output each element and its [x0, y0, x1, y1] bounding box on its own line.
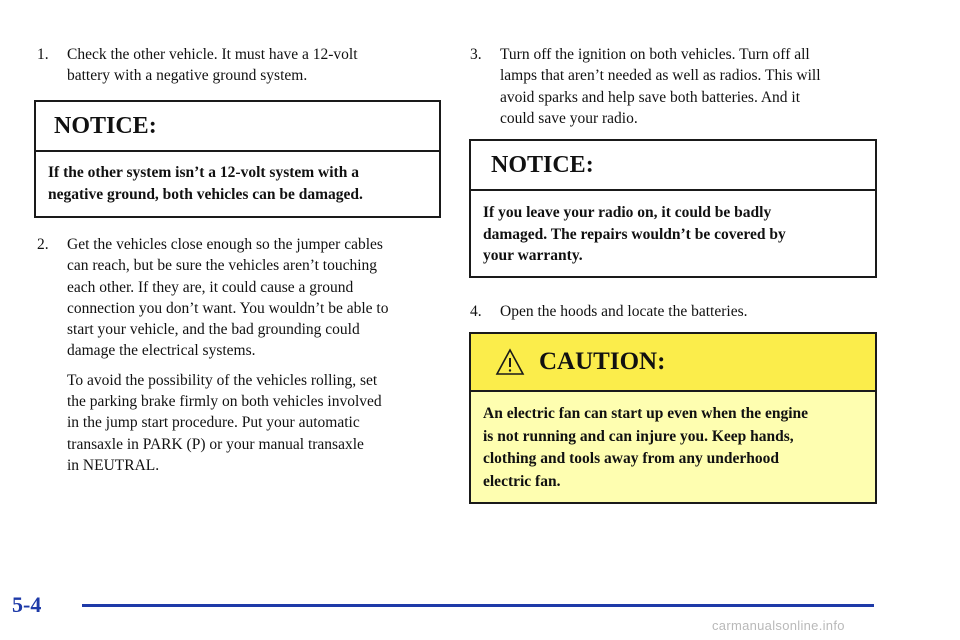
- step-text-line: Open the hoods and locate the batteries.: [500, 303, 748, 320]
- step-text-line: start your vehicle, and the bad grounding could: [67, 321, 360, 339]
- watermark[interactable]: carmanualsonline.info: [712, 618, 845, 633]
- step-text-line: Get the vehicles close enough so the jumper cables: [67, 236, 383, 253]
- step-text-line: could save your radio.: [500, 109, 638, 127]
- caution-body: [471, 392, 875, 493]
- notice-line: If the other system isn’t a 12-volt system with a: [48, 164, 359, 181]
- notice-body: [471, 191, 875, 267]
- step-number: 3.: [470, 46, 482, 63]
- step-number: 4.: [470, 303, 482, 320]
- notice-line: damaged. The repairs wouldn’t be covered by: [483, 225, 786, 243]
- step-text-line: connection you don’t want. You wouldn’t be able to: [67, 299, 389, 317]
- step-text-line: damage the electrical systems.: [67, 342, 256, 360]
- caution-line: clothing and tools away from any underhood: [483, 450, 779, 467]
- caution-line: is not running and can injure you. Keep hands,: [483, 427, 794, 445]
- step-3: [470, 44, 880, 129]
- notice-title: [36, 102, 439, 152]
- notice-line: If you leave your radio on, it could be badly: [483, 204, 772, 221]
- paragraph-line: in the jump start procedure. Put your automatic: [67, 414, 360, 432]
- step-text-line: can reach, but be sure the vehicles aren’t touching: [67, 257, 378, 275]
- step-4: [470, 301, 880, 322]
- footer-rule: [82, 604, 874, 607]
- notice-line: your warranty.: [483, 247, 583, 264]
- step-number: 1.: [37, 46, 49, 63]
- caution-title: CAUTION:: [539, 348, 666, 375]
- paragraph-line: transaxle in PARK (P) or your manual transaxle: [67, 435, 364, 453]
- notice-box-1: [34, 100, 441, 218]
- warning-triangle-icon: [495, 348, 525, 376]
- notice-title-text: NOTICE:: [491, 151, 594, 178]
- notice-body: [36, 152, 439, 205]
- step-text-line: lamps that aren’t needed as well as radios. This will: [500, 67, 821, 85]
- notice-box-2: [469, 139, 877, 278]
- notice-line: negative ground, both vehicles can be damaged.: [48, 185, 363, 203]
- notice-title-text: NOTICE:: [54, 112, 157, 139]
- step-paragraph: [37, 370, 447, 476]
- step-number: 2.: [37, 236, 49, 253]
- step-text-line: battery with a negative ground system.: [67, 67, 308, 85]
- caution-box: [469, 332, 877, 504]
- caution-header: [471, 334, 875, 392]
- step-text-line: avoid sparks and help save both batteries. And it: [500, 88, 801, 106]
- step-text-line: each other. If they are, it could cause a ground: [67, 278, 354, 296]
- paragraph-line: the parking brake firmly on both vehicles involved: [67, 393, 382, 411]
- paragraph-line: To avoid the possibility of the vehicles rolling, set: [67, 371, 378, 389]
- step-text-line: Turn off the ignition on both vehicles. Turn off all: [500, 46, 810, 63]
- notice-title: [471, 141, 875, 191]
- caution-line: electric fan.: [483, 472, 561, 490]
- step-1: [37, 44, 437, 87]
- step-2: [37, 234, 447, 476]
- caution-line: An electric fan can start up even when the engine: [483, 405, 809, 422]
- step-text-line: Check the other vehicle. It must have a 12-volt: [67, 46, 358, 63]
- paragraph-line: in NEUTRAL.: [67, 456, 160, 474]
- page-number: 5-4: [12, 592, 42, 617]
